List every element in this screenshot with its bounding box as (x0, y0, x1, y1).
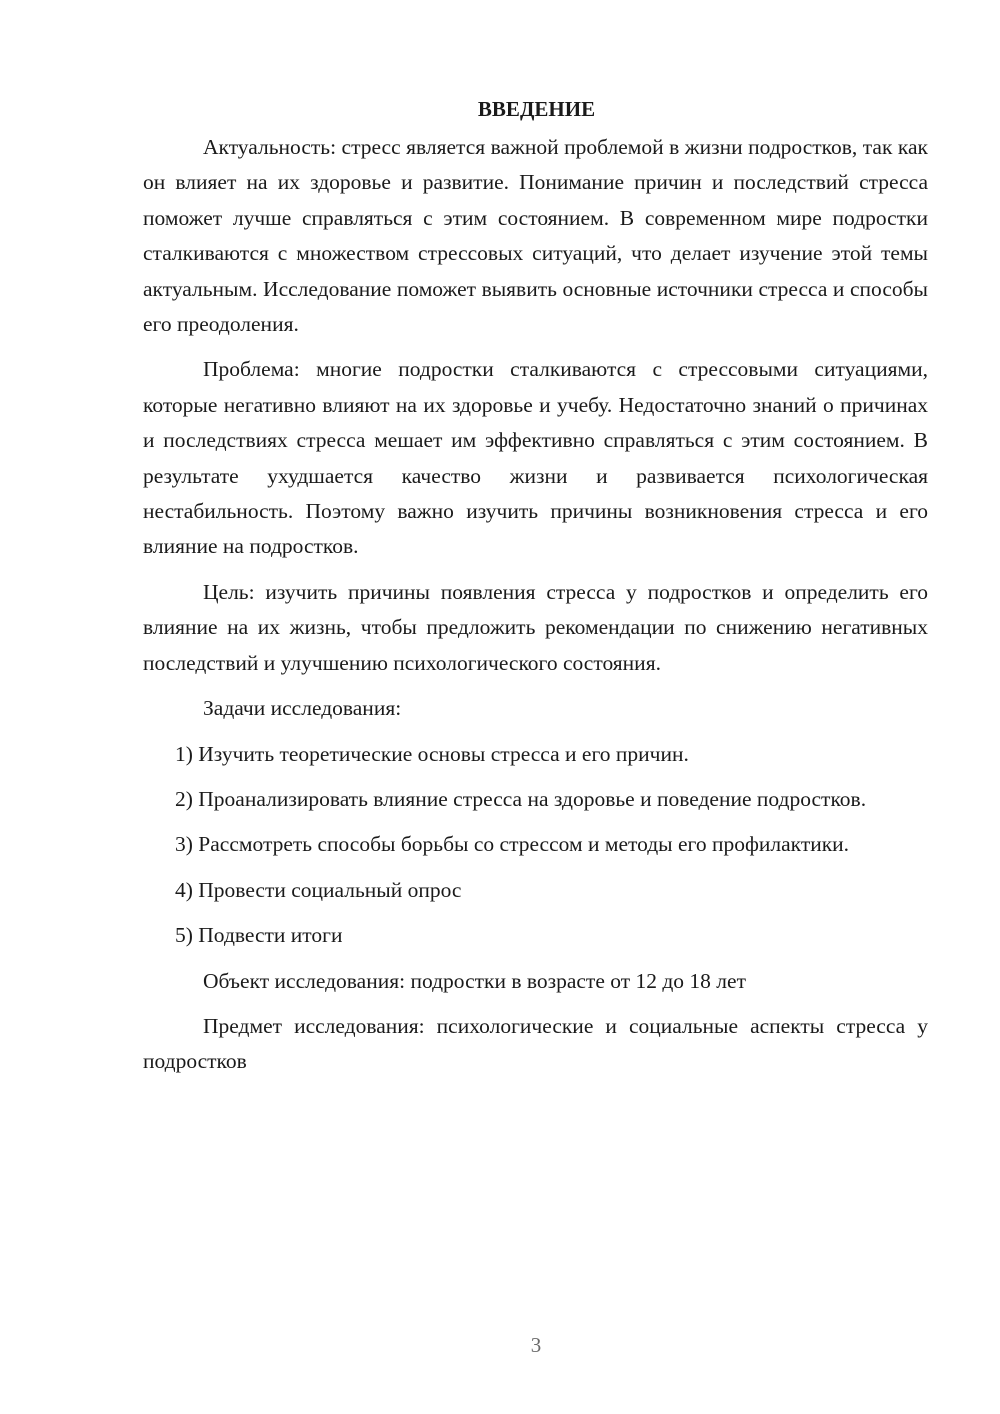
goal-paragraph: Цель: изучить причины появления стресса у подростков и определить его влияние на их жизнь, чтобы предложить рекомендации по снижению негативных последствий и улучшению психологического состояния. (143, 579, 928, 675)
relevance-paragraph: Актуальность: стресс является важной проблемой в жизни подростков, так как он влияет на их здоровье и развитие. Понимание причин и последствий стресса поможет лучше справляться с этим состоянием. В современном мире подростки сталкиваются с множеством стрессовых ситуаций, что делает изучение этой темы актуальным. Исследование поможет выявить основные источники стресса и способы его преодоления. (143, 135, 928, 337)
task-item-4: 4) Провести социальный опрос (175, 877, 462, 902)
task-item-3: 3) Рассмотреть способы борьбы со стрессом и методы его профилактики. (175, 832, 850, 857)
problem-paragraph: Проблема: многие подростки сталкиваются с стрессовыми ситуациями, которые негативно влияют на их здоровье и учебу. Недостаточно знаний о причинах и последствиях стресса мешает им эффективно справляться с этим состоянием. В результате ухудшается качество жизни и развивается психологическая нестабильность. Поэтому важно изучить причины возникновения стресса и его влияние на подростков. (143, 357, 928, 559)
page-number: 3 (530, 1333, 542, 1357)
section-title: ВВЕДЕНИЕ (477, 97, 596, 121)
task-item-1: 1) Изучить теоретические основы стресса и его причин. (175, 741, 689, 766)
task-item-5: 5) Подвести итоги (175, 923, 343, 948)
research-subject-paragraph: Предмет исследования: психологические и социальные аспекты стресса у подростков (143, 1013, 928, 1074)
document-page (143, 92, 928, 1090)
task-item-2: 2) Проанализировать влияние стресса на здоровье и поведение подростков. (175, 786, 867, 811)
research-object-paragraph: Объект исследования: подростки в возрасте от 12 до 18 лет (203, 968, 746, 993)
tasks-heading: Задачи исследования: (203, 696, 402, 721)
